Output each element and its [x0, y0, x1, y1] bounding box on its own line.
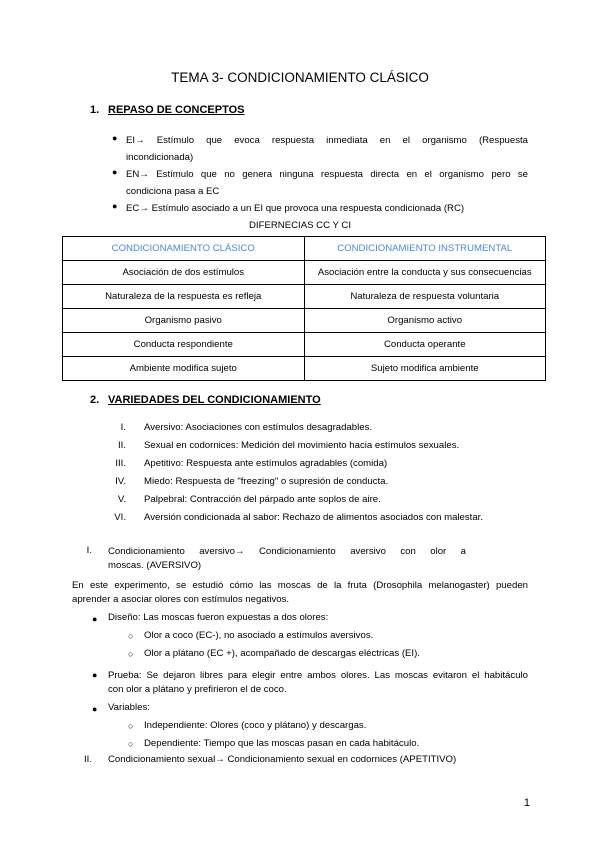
table-caption: DIFERNECIAS CC Y CI — [249, 220, 351, 231]
variables-text: Variables: — [108, 702, 150, 713]
roman-numeral: V. — [117, 494, 126, 505]
table-cell: Conducta respondiente — [63, 333, 305, 357]
concept-text: EC→ Estímulo asociado a un EI que provoca una respuesta condicionada (RC) — [126, 203, 465, 214]
roman-numeral: I. — [86, 545, 92, 556]
table-cell: Asociación entre la conducta y sus consecuencias — [304, 261, 546, 285]
test-text: Prueba: Se dejaron libres para elegir entre ambos olores. Las moscas evitaron el habitáculo — [108, 670, 528, 681]
variety-text: Aversión condicionada al sabor: Rechazo de alimentos asociados con malestar. — [144, 512, 483, 523]
concept-item — [112, 200, 528, 217]
table-cell: Conducta operante — [304, 333, 546, 357]
design-text: Diseño: Las moscas fueron expuestas a dos olores: — [108, 612, 329, 623]
table-cell: Naturaleza de la respuesta es refleja — [63, 285, 305, 309]
table-row — [63, 309, 546, 333]
subsection-title: moscas. (AVERSIVO) — [108, 560, 202, 571]
variety-text: Miedo: Respuesta de "freezing" o supresión de conducta. — [144, 476, 389, 487]
variety-text: Aversivo: Asociaciones con estímulos desagradables. — [144, 422, 373, 433]
roman-numeral: I. — [120, 422, 126, 433]
comparison-table — [62, 236, 546, 381]
roman-numeral: IV. — [115, 476, 126, 487]
bullet-icon: ● — [92, 704, 98, 714]
concept-text: incondicionada) — [126, 152, 194, 163]
table-header-row — [63, 237, 546, 261]
table-cell: Sujeto modifica ambiente — [304, 357, 546, 381]
section-number: 2. — [90, 394, 100, 406]
section-label: REPASO DE CONCEPTOS — [108, 104, 245, 116]
circle-bullet-icon: ○ — [128, 649, 134, 659]
variable-item: Independiente: Olores (coco y plátano) y descargas. — [144, 720, 367, 731]
variety-text: Apetitivo: Respuesta ante estímulos agradables (comida) — [144, 458, 388, 469]
page-title: TEMA 3- CONDICIONAMIENTO CLÁSICO — [171, 70, 429, 85]
section-label: VARIEDADES DEL CONDICIONAMIENTO — [108, 394, 321, 406]
table-row — [63, 261, 546, 285]
variety-text: Sexual en codornices: Medición del movimiento hacia estímulos sexuales. — [144, 440, 460, 451]
bullet-icon: ● — [112, 167, 118, 177]
concept-text: EI→ Estímulo que evoca respuesta inmediata en el organismo (Respuesta — [126, 135, 528, 146]
subsection-title: Condicionamiento sexual→ Condicionamiento sexual en codornices (APETITIVO) — [108, 754, 457, 765]
paragraph: aprender a asociar olores con estímulos negativos. — [72, 594, 290, 605]
concept-item — [112, 132, 528, 166]
test-text: con olor a plátano y prefirieron el de coco. — [108, 684, 287, 695]
table-row — [63, 285, 546, 309]
circle-bullet-icon: ○ — [128, 721, 134, 731]
circle-bullet-icon: ○ — [128, 631, 134, 641]
table-row — [63, 333, 546, 357]
roman-numeral: VI. — [114, 512, 126, 523]
roman-numeral: III. — [115, 458, 126, 469]
subsection-title: Condicionamiento aversivo→ Condicionamiento aversivo con olor a — [108, 546, 466, 557]
table-header-cell: CONDICIONAMIENTO CLÁSICO — [63, 237, 305, 261]
bullet-icon: ● — [112, 133, 118, 143]
roman-numeral: II. — [118, 440, 126, 451]
page-number: 1 — [523, 797, 530, 809]
roman-numeral: II. — [84, 754, 92, 765]
concept-item — [112, 166, 528, 200]
design-item: Olor a plátano (EC +), acompañado de descargas eléctricas (EI). — [144, 648, 420, 659]
bullet-icon: ● — [112, 201, 118, 211]
table-header-cell: CONDICIONAMIENTO INSTRUMENTAL — [304, 237, 546, 261]
table-cell: Ambiente modifica sujeto — [63, 357, 305, 381]
variety-text: Palpebral: Contracción del párpado ante soplos de aire. — [144, 494, 381, 505]
table-row — [63, 357, 546, 381]
paragraph: En este experimento, se estudió cómo las moscas de la fruta (Drosophila melanogaster) pueden — [72, 580, 528, 591]
table-cell: Organismo activo — [304, 309, 546, 333]
table-cell: Asociación de dos estímulos — [63, 261, 305, 285]
section-number: 1. — [90, 104, 100, 116]
bullet-icon: ● — [92, 670, 98, 680]
design-item: Olor a coco (EC-), no asociado a estímulos aversivos. — [144, 630, 374, 641]
table-cell: Naturaleza de respuesta voluntaria — [304, 285, 546, 309]
circle-bullet-icon: ○ — [128, 739, 134, 749]
table-cell: Organismo pasivo — [63, 309, 305, 333]
bullet-icon: ● — [92, 614, 98, 624]
variable-item: Dependiente: Tiempo que las moscas pasan en cada habitáculo. — [144, 738, 420, 749]
concept-text: condiciona pasa a EC — [126, 186, 220, 197]
concept-text: EN→ Estímulo que no genera ninguna respuesta directa en el organismo pero se — [126, 169, 528, 180]
